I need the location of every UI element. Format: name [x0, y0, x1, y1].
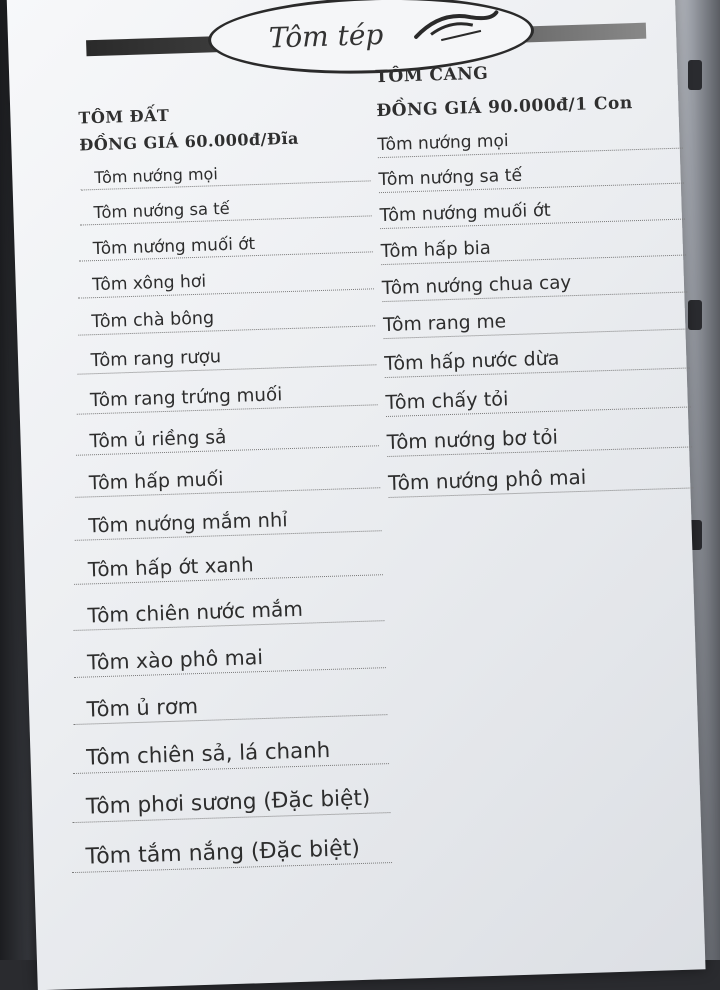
section-price: ĐỒNG GIÁ 60.000đ/Đĩa [79, 128, 300, 155]
menu-item: Tôm xông hơi [78, 266, 374, 298]
menu-item: Tôm hấp ớt xanh [74, 550, 383, 586]
menu-item: Tôm nướng mọi [80, 159, 371, 190]
menu-item: Tôm nướng phô mai [388, 461, 694, 498]
menu-list [80, 159, 392, 872]
menu-page [6, 0, 705, 990]
menu-item: Tôm chấy tỏi [385, 382, 691, 418]
menu-item: Tôm nướng bơ tỏi [386, 421, 692, 457]
section-price: ĐỒNG GIÁ 90.000đ/1 Con [376, 93, 633, 122]
menu-item: Tôm nướng mọi [377, 126, 683, 159]
binder-hole [688, 300, 702, 330]
menu-item: Tôm chiên sả, lá chanh [72, 736, 389, 774]
menu-item: Tôm nướng sa tế [378, 161, 684, 194]
menu-item: Tôm chà bông [77, 304, 375, 336]
menu-item: Tôm phơi sương (Đặc biệt) [72, 785, 391, 823]
section-title: TÔM ĐẤT [78, 105, 170, 128]
tom-cang-section [375, 58, 693, 498]
menu-item: Tôm nướng chua cay [382, 269, 688, 303]
menu-item: Tôm rang me [383, 306, 689, 340]
menu-item: Tôm xào phô mai [73, 641, 386, 678]
menu-item: Tôm rang rượu [76, 342, 376, 375]
header-title: Tôm tép [268, 17, 384, 55]
menu-item: Tôm nướng muối ớt [78, 229, 372, 261]
menu-item: Tôm ủ rơm [72, 688, 387, 725]
section-title: TÔM CÀNG [375, 63, 489, 88]
menu-item: Tôm rang trứng muối [76, 381, 378, 414]
menu-item: Tôm hấp bia [381, 232, 687, 266]
binder-hole [688, 60, 702, 90]
menu-list [377, 126, 693, 498]
menu-item: Tôm ủ riềng sả [75, 422, 379, 456]
tom-dat-section [78, 99, 392, 872]
menu-item: Tôm hấp muối [75, 463, 381, 498]
shrimp-icon [410, 4, 501, 47]
menu-item: Tôm nướng muối ớt [379, 196, 685, 229]
menu-item: Tôm nướng sa tế [79, 194, 371, 225]
menu-item: Tôm hấp nước dừa [384, 343, 690, 378]
menu-item: Tôm chiên nước mắm [73, 595, 384, 632]
menu-item: Tôm tắm nắng (Đặc biệt) [71, 835, 392, 873]
menu-item: Tôm nướng mắm nhỉ [74, 505, 382, 541]
